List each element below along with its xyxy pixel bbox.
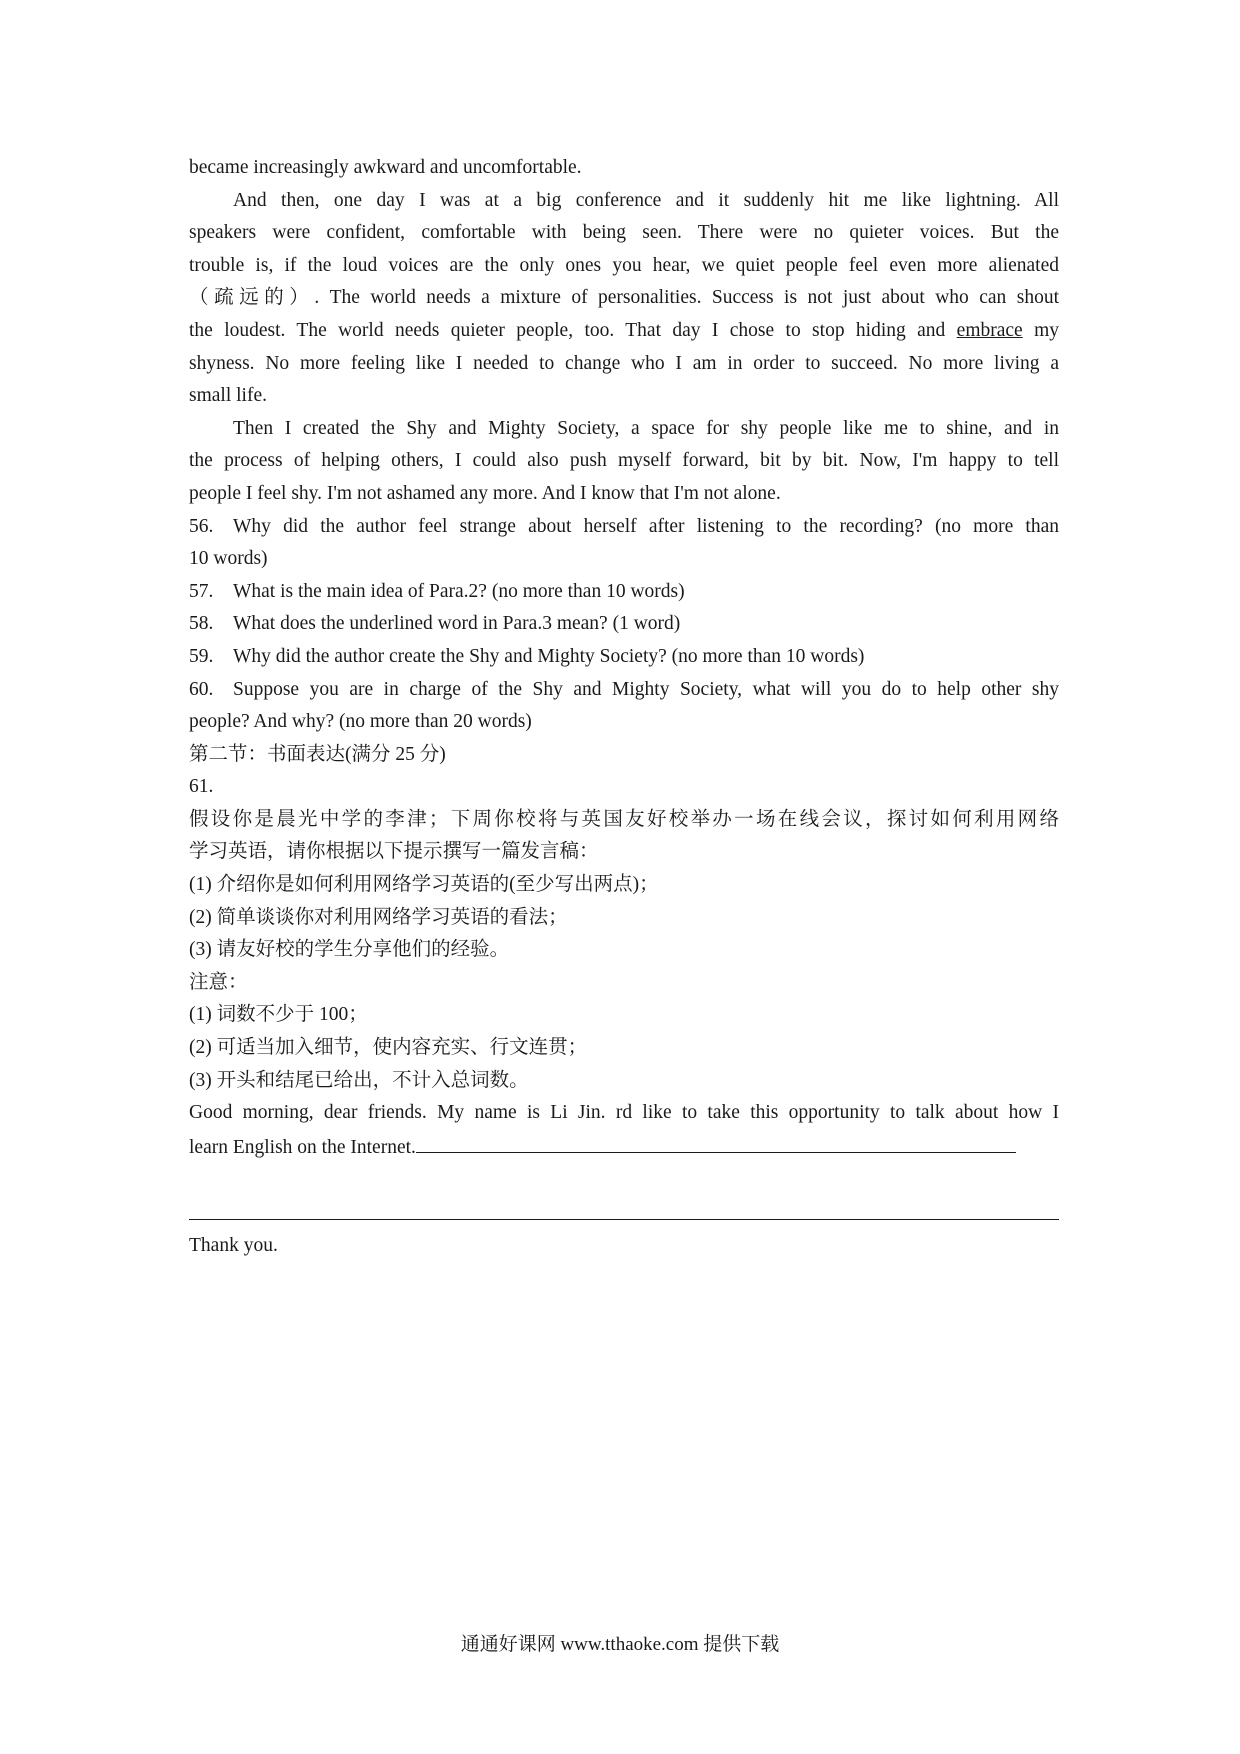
question-59 [189,641,1059,674]
opening-line-2 [189,1130,1059,1163]
question-56 [189,511,1059,544]
notes-title: 注意： [189,971,248,993]
paragraph-2-line-4: （疏远的）. The world needs a mixture of personalities. Success is not just about who can shout [189,287,1059,309]
question-56-number: 56. [189,515,214,537]
writing-point-3: (3) 请友好校的学生分享他们的经验。 [189,939,510,961]
note-1: (1) 词数不少于 100； [189,1004,368,1026]
paragraph-1-tail: became increasingly awkward and uncomfortable. [189,157,582,178]
paragraph-3-line-2: the process of helping others, I could also push myself forward, bit by bit. Now, I'm happy to tell [189,450,1059,472]
question-61-number: 61. [189,776,214,798]
question-60-text: Suppose you are in charge of the Shy and Mighty Society, what will you do to help other shy [233,678,1059,700]
note-3: (3) 开头和结尾已给出，不计入总词数。 [189,1069,529,1091]
paragraph-2-line-5-end: my [1034,319,1059,341]
question-56-text: Why did the author feel strange about herself after listening to the recording? (no more than [233,515,1059,537]
question-59-number: 59. [189,645,214,667]
question-58 [189,608,1059,641]
question-57-number: 57. [189,580,214,602]
paragraph-2-line-7: small life. [189,385,267,407]
paragraph-2-line-2: speakers were confident, comfortable with being seen. There were no quieter voices. But the [189,222,1059,244]
paragraph-2-line-5-text: the loudest. The world needs quieter people, too. That day I chose to stop hiding and [189,319,946,341]
paragraph-2-line-6: shyness. No more feeling like I needed to change who I am in order to succeed. No more living a [189,352,1059,374]
paragraph-2-line-1: And then, one day I was at a big conference and it suddenly hit me like lightning. All [233,189,1059,211]
writing-point-2: (2) 简单谈谈你对利用网络学习英语的看法； [189,906,568,928]
question-58-number: 58. [189,613,214,635]
answer-blank-line [416,1130,1016,1153]
underlined-word-embrace: embrace [956,319,1023,341]
paragraph-3-line-3: people I feel shy. I'm not ashamed any more. And I know that I'm not alone. [189,482,781,504]
question-58-text: What does the underlined word in Para.3 mean? (1 word) [233,613,681,635]
question-59-text: Why did the author create the Shy and Mighty Society? (no more than 10 words) [233,645,865,667]
question-57 [189,576,1059,609]
paragraph-2-line-3: trouble is, if the loud voices are the only ones you hear, we quiet people feel even more alienated [189,254,1059,276]
opening-line-2-text: learn English on the Internet. [189,1136,416,1158]
writing-prompt-line-2: 学习英语，请你根据以下提示撰写一篇发言稿： [189,841,599,863]
note-2: (2) 可适当加入细节，使内容充实、行文连贯； [189,1037,588,1059]
question-57-text: What is the main idea of Para.2? (no more than 10 words) [233,580,685,602]
question-60 [189,674,1059,707]
document-body [189,152,1059,1162]
writing-point-1: (1) 介绍你是如何利用网络学习英语的(至少写出两点)； [189,874,659,896]
footer-watermark: 通通好课网 www.tthaoke.com 提供下载 [460,1634,780,1655]
section-title: 第二节：书面表达(满分 25 分) [189,743,446,765]
paragraph-3-line-1: Then I created the Shy and Mighty Society, a space for shy people like me to shine, and in [233,417,1059,439]
question-60-number: 60. [189,678,214,700]
writing-prompt-line-1: 假设你是晨光中学的李津；下周你校将与英国友好校举办一场在线会议，探讨如何利用网络 [189,808,1059,830]
closing-text: Thank you. [189,1235,278,1256]
paragraph-2-line-5 [189,315,1059,348]
question-56-continued: 10 words) [189,548,268,570]
opening-line-1: Good morning, dear friends. My name is Li Jin. rd like to take this opportunity to talk about how I [189,1102,1059,1124]
question-60-continued: people? And why? (no more than 20 words) [189,711,532,733]
answer-blank-rule [189,1219,1059,1220]
